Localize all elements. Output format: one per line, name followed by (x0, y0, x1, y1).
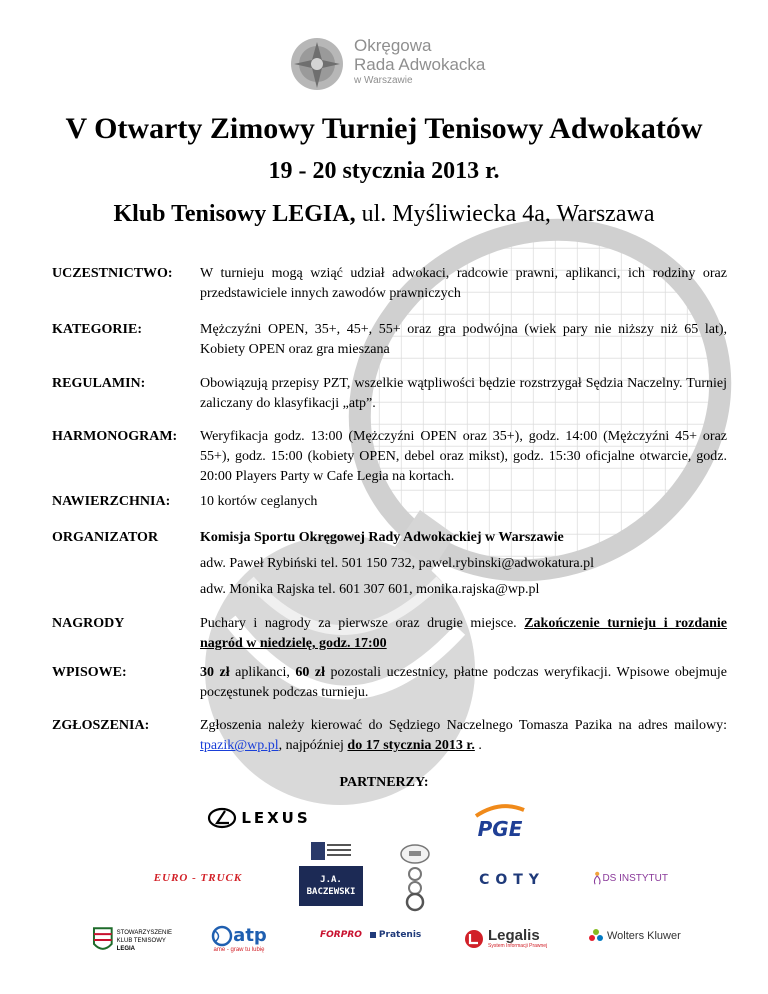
bar-association-emblem-icon (284, 34, 350, 96)
ds-instytut-wordmark: DS INSTYTUT (602, 872, 668, 884)
legia-line-2: KLUB TENISOWY (116, 938, 166, 944)
venue-name: Klub Tenisowy LEGIA, (113, 201, 356, 227)
row-label: UCZESTNICTWO: (52, 266, 173, 281)
logo-line-2: Rada Adwokacka (354, 55, 486, 74)
fee-text-2: pozostali uczestnicy, płatne podczas weryfikacji. Wpisowe obejmuje poczęstunek podczas turnieju. (200, 665, 728, 700)
event-venue (0, 198, 768, 230)
legalis-wordmark: Legalis (488, 926, 540, 944)
baczewski-crest-icon (309, 840, 353, 862)
pratenis-square-icon (370, 932, 376, 938)
page-title: V Otwarty Zimowy Turniej Tenisowy Adwokatów (65, 112, 703, 145)
organizer-contact-1: adw. Paweł Rybiński tel. 501 150 732, pawel.rybinski@adwokatura.pl (200, 556, 595, 571)
keychain-logo (398, 842, 432, 914)
pratenis-wordmark: Pratenis (378, 930, 422, 940)
row-label: NAGRODY (52, 616, 125, 631)
keychain-icon (398, 842, 432, 914)
row-label: NAWIERZCHNIA: (52, 494, 171, 509)
coty-wordmark: COTY (479, 872, 545, 888)
euro-truck-logo (153, 868, 243, 888)
wolters-kluwer-logo (588, 926, 690, 946)
legia-association-logo (92, 924, 172, 958)
baczewski-logo (296, 840, 366, 908)
row-text: 10 kortów ceglanych (200, 494, 318, 509)
row-label: ORGANIZATOR (52, 530, 159, 545)
ds-instytut-logo (592, 862, 668, 894)
registration-text: Zgłoszenia należy kierować do Sędziego Naczelnego Tomasza Pazika na adres mailowy: (200, 718, 727, 733)
row-text: W turnieju mogą wziąć udział adwokaci, radcowie prawni, aplikanci, ich rodziny oraz przedstawiciele innych zawodów prawniczych (200, 266, 727, 301)
bar-association-logo (284, 34, 494, 96)
legia-shield-icon (92, 926, 114, 956)
event-dates: 19 - 20 stycznia 2013 r. (268, 158, 500, 184)
baczewski-line-1: J.A. (320, 875, 342, 885)
venue-address: ul. Myśliwiecka 4a, Warszawa (355, 201, 655, 227)
registration-text-3: . (474, 738, 482, 753)
prizes-text: Puchary i nagrody za pierwsze oraz drugie miejsce. (200, 616, 525, 631)
lexus-logo (204, 790, 314, 846)
row-label: WPISOWE: (52, 665, 127, 680)
row-text: Weryfikacja godz. 13:00 (Mężczyźni OPEN oraz 35+), godz. 14:00 (Mężczyźni 45+ oraz 55+), godz. 15:00 (kobiety OPEN, debel oraz mikst), godz. 15:30 oficjalne otwarcie, godz. 20:00 Players Party w Cafe Legia na kortach. (200, 429, 727, 484)
organizer-name: Komisja Sportu Okręgowej Rady Adwokackiej w Warszawie (200, 530, 564, 545)
registration-email-link[interactable]: tpazik@wp.pl (200, 738, 279, 753)
prizes-ceremony: Zakończenie turnieju i rozdanie nagród w niedzielę, godz. 17:00 (200, 616, 728, 651)
atp-logo (202, 918, 276, 960)
atp-ball-icon (211, 925, 233, 947)
row-label: ZGŁOSZENIA: (52, 718, 150, 733)
legalis-emblem-icon (464, 929, 484, 949)
logo-line-1: Okręgowa (354, 36, 432, 55)
pge-logo (460, 798, 540, 846)
fee-text-1: aplikanci, (229, 665, 296, 680)
atp-wordmark: atp (233, 925, 267, 946)
atp-tagline: ame - graw tu lubię (213, 947, 265, 953)
wolters-kluwer-wordmark: Wolters Kluwer (607, 930, 681, 942)
pge-swoosh-icon (474, 804, 526, 818)
coty-logo (470, 870, 554, 890)
ds-instytut-figure-icon (592, 864, 602, 892)
baczewski-line-2: BACZEWSKI (306, 887, 356, 897)
row-text: Mężczyźni OPEN, 35+, 45+, 55+ oraz gra podwójna (wiek pary nie niższy niż 65 lat), Kobiety OPEN oraz gra mieszana (200, 322, 727, 357)
euro-truck-wordmark: EURO - TRUCK (153, 872, 243, 884)
forpro-pratenis-logo (320, 926, 432, 944)
forpro-wordmark: FORPRO (320, 930, 362, 940)
partners-title: PARTNERZY: (339, 775, 429, 790)
legalis-logo (464, 922, 570, 956)
row-text: Obowiązują przepisy PZT, wszelkie wątpliwości będzie rozstrzygał Sędzia Naczelny. Turniej zaliczany do klasyfikacji „atp”. (200, 376, 727, 411)
organizer-contact-2: adw. Monika Rajska tel. 601 307 601, monika.rajska@wp.pl (200, 582, 540, 597)
legia-line-3: LEGIA (116, 946, 135, 952)
lexus-emblem-icon (207, 807, 237, 829)
row-label: KATEGORIE: (52, 322, 142, 337)
row-label: REGULAMIN: (52, 376, 146, 391)
logo-line-3: w Warszawie (354, 75, 413, 86)
registration-text-2: , najpóźniej (278, 738, 348, 753)
legia-line-1: STOWARZYSZENIE (116, 930, 172, 936)
pge-wordmark: PGE (477, 817, 523, 841)
registration-deadline: do 17 stycznia 2013 r. (347, 738, 475, 753)
wolters-kluwer-emblem-icon (588, 928, 604, 944)
legalis-tagline: System Informacji Prawnej (488, 942, 548, 949)
row-label: HARMONOGRAM: (52, 429, 178, 444)
fee-amount-2: 60 zł (295, 665, 326, 680)
lexus-wordmark: LEXUS (241, 809, 311, 827)
fee-amount-1: 30 zł (200, 665, 230, 680)
